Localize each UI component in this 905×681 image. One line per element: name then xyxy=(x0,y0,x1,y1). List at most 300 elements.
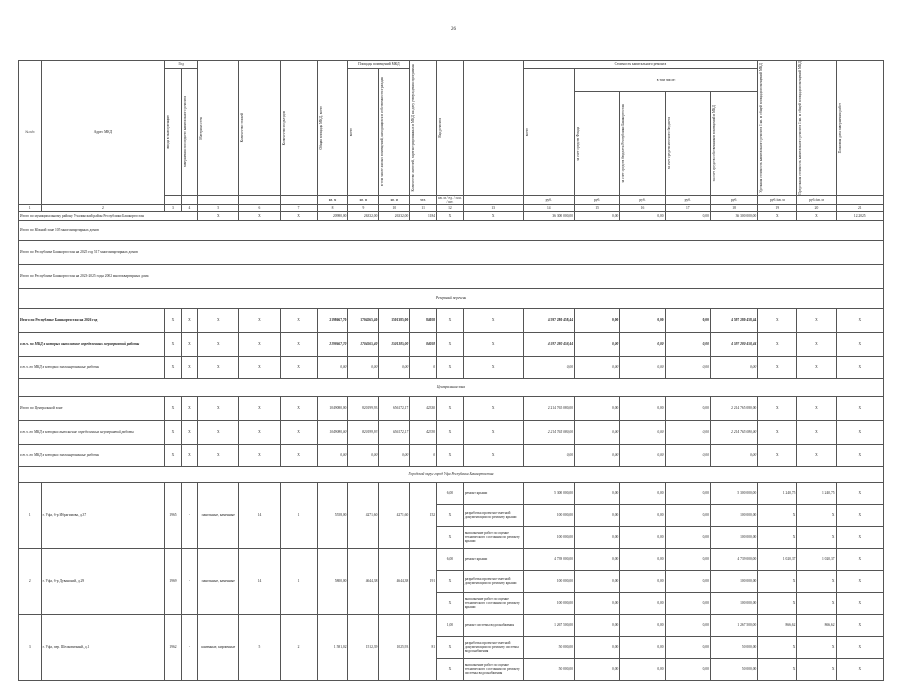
vertical-header-text: Вид ремонта xyxy=(438,118,443,138)
work-qty: Х xyxy=(437,658,464,680)
table-cell: руб. xyxy=(575,195,620,204)
summary-cell: Х xyxy=(165,444,181,466)
vertical-header-text: ввода в эксплуатацию xyxy=(166,115,171,149)
col-number-row xyxy=(19,204,884,211)
work-cost-rb: 0,00 xyxy=(620,526,665,548)
house-area-total: 1512,39 xyxy=(348,614,379,680)
house-year: 1965 xyxy=(165,482,181,548)
col-number: 15 xyxy=(575,204,620,211)
work-deadline: Х xyxy=(836,658,883,680)
col-number: 10 xyxy=(379,204,410,211)
table-cell xyxy=(181,195,197,204)
house-area-total: 4644,38 xyxy=(348,548,379,614)
table-cell: кв. м xyxy=(348,195,379,204)
summary-row xyxy=(19,444,884,466)
summary-cell: 0,00 xyxy=(620,308,665,332)
work-cost-owners: 50 000,00 xyxy=(710,658,757,680)
work-cost-fund: 0,00 xyxy=(575,614,620,636)
work-cost-local: 0,00 xyxy=(665,592,710,614)
summary-cell: 1501385,00 xyxy=(379,308,410,332)
col-number: 9 xyxy=(348,204,379,211)
house-material: панельные, каменные xyxy=(198,482,239,548)
work-cost-local: 0,00 xyxy=(665,570,710,592)
work-type: разработка проектно-сметной документации по ремонту системы водоснабжения xyxy=(463,636,523,658)
house-row xyxy=(19,614,884,636)
work-cost-fund: 0,00 xyxy=(575,504,620,526)
col-number: 6 xyxy=(239,204,280,211)
house-year: 1962 xyxy=(165,614,181,680)
vertical-header-text: Количество этажей xyxy=(240,113,245,143)
work-cost-fund: 0,00 xyxy=(575,592,620,614)
col-number: 18 xyxy=(710,204,757,211)
work-limit-cost: Х xyxy=(797,570,836,592)
col-number: 14 xyxy=(523,204,574,211)
summary-label: Итого по Центральной зоне xyxy=(19,396,165,420)
work-qty: 1,00 xyxy=(437,614,464,636)
col-number: 16 xyxy=(620,204,665,211)
summary-row xyxy=(19,211,884,220)
summary-cell: Х xyxy=(463,356,523,378)
work-cost-rb: 0,00 xyxy=(620,636,665,658)
summary-cell: 1049080,00 xyxy=(317,396,348,420)
summary-cell: 656172,17 xyxy=(379,420,410,444)
work-qty: Х xyxy=(437,636,464,658)
house-total-area: 5558,00 xyxy=(317,482,348,548)
summary-cell: Х xyxy=(239,308,280,332)
summary-cell: Х xyxy=(797,308,836,332)
work-cost-owners: 100 000,00 xyxy=(710,504,757,526)
summary-cell: 0,00 xyxy=(575,308,620,332)
page-number: 26 xyxy=(451,27,456,32)
summary-cell: Х xyxy=(797,420,836,444)
summary-cell: Х xyxy=(437,332,464,356)
work-qty: 6,00 xyxy=(437,482,464,504)
table-cell: руб. xyxy=(620,195,665,204)
house-residents: 191 xyxy=(410,548,437,614)
table-cell: Х xyxy=(758,211,797,220)
summary-cell: Х xyxy=(280,308,317,332)
table-cell: Х xyxy=(239,211,280,220)
summary-cell: 0,00 xyxy=(665,396,710,420)
summary-cell: Х xyxy=(437,444,464,466)
table-cell: 36 300 000,00 xyxy=(523,211,574,220)
text-row-cell: Итого по Республике Башкортостан на 2025 год 517 многоквартирных домов xyxy=(19,240,884,264)
summary-cell: 0,00 xyxy=(665,308,710,332)
summary-cell: 42330 xyxy=(410,396,437,420)
summary-cell: Х xyxy=(463,332,523,356)
header-floors xyxy=(239,61,280,196)
work-unit-cost: Х xyxy=(758,570,797,592)
work-cost-local: 0,00 xyxy=(665,504,710,526)
house-area-living: 1025,93 xyxy=(379,614,410,680)
table-cell: Х xyxy=(437,211,464,220)
table-cell: 26332,00 xyxy=(348,211,379,220)
table-cell: 26332,00 xyxy=(379,211,410,220)
summary-cell: Х xyxy=(198,308,239,332)
summary-cell: 4 597 280 458,44 xyxy=(523,308,574,332)
summary-cell: 820199,93 xyxy=(348,420,379,444)
summary-cell: 2 214 765 080,00 xyxy=(710,420,757,444)
summary-cell: Х xyxy=(463,396,523,420)
header-address: Адрес МКД xyxy=(41,61,165,205)
summary-cell: 0,00 xyxy=(620,356,665,378)
col-number: 2 xyxy=(41,204,165,211)
table-cell xyxy=(836,195,883,204)
summary-cell: Х xyxy=(836,420,883,444)
summary-cell: Х xyxy=(181,332,197,356)
summary-row xyxy=(19,396,884,420)
work-qty: Х xyxy=(437,592,464,614)
table-cell: 1184 xyxy=(410,211,437,220)
work-type: ремонт системы водоснабжения xyxy=(463,614,523,636)
summary-cell: Х xyxy=(181,308,197,332)
work-limit-cost: Х xyxy=(797,592,836,614)
summary-cell: Х xyxy=(198,444,239,466)
summary-cell: Х xyxy=(181,444,197,466)
summary-label: Итого по муниципальному району Учалинский район Республики Башкортостан xyxy=(19,211,198,220)
work-deadline: Х xyxy=(836,570,883,592)
work-cost-rb: 0,00 xyxy=(620,570,665,592)
summary-cell: 0 xyxy=(410,356,437,378)
work-unit-cost: Х xyxy=(758,636,797,658)
work-limit-cost: 1 240,75 xyxy=(797,482,836,504)
col-number: 8 xyxy=(317,204,348,211)
text-row-cell: Итого по Южной зоне 105 многоквартирных домов xyxy=(19,220,884,240)
vertical-header-text: завершения последнего капитального ремонта xyxy=(182,96,187,168)
table-cell xyxy=(280,195,317,204)
summary-cell: 0,00 xyxy=(575,444,620,466)
table-cell: 20980,00 xyxy=(317,211,348,220)
summary-cell: Х xyxy=(165,396,181,420)
summary-cell: 0,00 xyxy=(620,444,665,466)
house-entrances: 1 xyxy=(280,548,317,614)
work-limit-cost: 866,62 xyxy=(797,614,836,636)
summary-cell: Х xyxy=(437,396,464,420)
work-cost-rb: 0,00 xyxy=(620,592,665,614)
table-cell xyxy=(463,195,523,204)
text-row-cell: Городской округ город Уфа Республики Башкортостан xyxy=(19,466,884,482)
col-number: 17 xyxy=(665,204,710,211)
col-number: 21 xyxy=(836,204,883,211)
header-cost-total xyxy=(523,69,574,196)
summary-cell: Х xyxy=(797,356,836,378)
work-limit-cost: Х xyxy=(797,526,836,548)
work-cost-fund: 0,00 xyxy=(575,570,620,592)
col-number: 5 xyxy=(198,204,239,211)
header-area-total xyxy=(348,69,379,196)
work-unit-cost: 866,62 xyxy=(758,614,797,636)
text-row xyxy=(19,220,884,240)
summary-cell: Х xyxy=(836,308,883,332)
summary-cell: Х xyxy=(198,396,239,420)
summary-cell: 1704565,40 xyxy=(348,332,379,356)
table-cell: руб./кв. м xyxy=(758,195,797,204)
house-total-area: 1 581,02 xyxy=(317,614,348,680)
col-number: 4 xyxy=(181,204,197,211)
summary-cell: Х xyxy=(437,420,464,444)
work-cost-local: 0,00 xyxy=(665,636,710,658)
vertical-header-text: Удельная стоимость капитального ремонта 1 кв. м общей площади помещений МКД xyxy=(759,62,764,193)
work-unit-cost: 1 020,37 xyxy=(758,548,797,570)
summary-cell: Х xyxy=(758,332,797,356)
summary-cell: Х xyxy=(198,420,239,444)
summary-cell: 2 214 765 080,00 xyxy=(710,396,757,420)
summary-label: Итого по Республике Башкортостан на 2026 год xyxy=(19,308,165,332)
house-floors: 14 xyxy=(239,548,280,614)
header-num: № п/п xyxy=(19,61,42,205)
summary-cell: 0,00 xyxy=(523,356,574,378)
work-cost-local: 0,00 xyxy=(665,526,710,548)
work-cost-total: 100 000,00 xyxy=(523,570,574,592)
summary-cell: 4 597 280 458,44 xyxy=(710,308,757,332)
summary-cell: 84058 xyxy=(410,308,437,332)
work-deadline: Х xyxy=(836,614,883,636)
summary-cell: 0,00 xyxy=(348,356,379,378)
summary-cell: Х xyxy=(437,356,464,378)
work-cost-owners: 1 267 500,00 xyxy=(710,614,757,636)
text-row xyxy=(19,288,884,308)
vertical-header-text: Количество жителей, зарегистрированных в МКД на дату утверждения программы xyxy=(411,64,416,192)
work-type: разработка проектно-сметной документации по ремонту крыши xyxy=(463,570,523,592)
header-entrances xyxy=(280,61,317,196)
summary-cell: Х xyxy=(437,308,464,332)
header-area-group: Площадь помещений МКД xyxy=(348,61,410,69)
work-type: ремонт крыши xyxy=(463,482,523,504)
text-row xyxy=(19,378,884,396)
header-cost-local xyxy=(665,92,710,195)
summary-cell: Х xyxy=(239,444,280,466)
vertical-header-text: за счет средств собственников помещений в МКД xyxy=(711,105,716,182)
work-limit-cost: Х xyxy=(797,658,836,680)
house-last: - xyxy=(181,614,197,680)
summary-cell: Х xyxy=(239,420,280,444)
summary-cell: 0,00 xyxy=(575,420,620,444)
summary-cell: 84058 xyxy=(410,332,437,356)
vertical-header-text: всего xyxy=(524,127,529,136)
house-num: 1 xyxy=(19,482,42,548)
summary-cell: Х xyxy=(280,396,317,420)
header-area-living xyxy=(379,69,410,196)
summary-cell: Х xyxy=(181,420,197,444)
header-year: Год xyxy=(165,61,198,69)
vertical-header-text: Общая площадь МКД, всего xyxy=(318,106,323,150)
header-year-last xyxy=(181,69,197,196)
summary-cell: 0,00 xyxy=(620,420,665,444)
header-cost-rb xyxy=(620,92,665,195)
summary-cell: Х xyxy=(165,420,181,444)
house-material: каменные, кирпичные xyxy=(198,614,239,680)
col-number: 11 xyxy=(410,204,437,211)
work-qty: 6,00 xyxy=(437,548,464,570)
house-floors: 5 xyxy=(239,614,280,680)
summary-cell: Х xyxy=(797,444,836,466)
table-cell: 12.2025 xyxy=(836,211,883,220)
work-cost-total: 50 000,00 xyxy=(523,658,574,680)
work-type: выполнение работ по оценке технического состояния по ремонту крыши xyxy=(463,526,523,548)
vertical-header-text: Предельная стоимость капитального ремонта 1 кв. м общей площади помещений МКД xyxy=(798,61,803,195)
work-cost-rb: 0,00 xyxy=(620,548,665,570)
col-number: 7 xyxy=(280,204,317,211)
summary-cell: Х xyxy=(239,332,280,356)
table-cell: 0,00 xyxy=(665,211,710,220)
summary-cell: 0,00 xyxy=(710,444,757,466)
col-number: 3 xyxy=(165,204,181,211)
table-cell: кв. м xyxy=(379,195,410,204)
header-cost-group: Стоимость капитального ремонта xyxy=(523,61,758,69)
summary-row xyxy=(19,332,884,356)
summary-cell: 2198667,70 xyxy=(317,332,348,356)
col-number: 1 xyxy=(19,204,42,211)
vertical-header-text: за счет средств Фонда xyxy=(576,126,581,161)
vertical-header-text: Плановая дата завершения работ xyxy=(837,102,842,153)
work-limit-cost: Х xyxy=(797,636,836,658)
text-row xyxy=(19,264,884,288)
table-cell: кв. м / ед. / п.м. / шт. xyxy=(438,195,462,204)
summary-cell: 0,00 xyxy=(575,356,620,378)
house-floors: 14 xyxy=(239,482,280,548)
work-type: ремонт крыши xyxy=(463,548,523,570)
work-cost-total: 5 300 000,00 xyxy=(523,482,574,504)
house-address: г. Уфа, б-р Дуванский, д.29 xyxy=(41,548,165,614)
summary-cell: Х xyxy=(758,356,797,378)
summary-cell: 0,00 xyxy=(348,444,379,466)
summary-cell: 0,00 xyxy=(575,396,620,420)
text-row-cell: Итого по Республике Башкортостан на 2023-2025 годы 2002 многоквартирных дома xyxy=(19,264,884,288)
vertical-header-text: в том числе жилых помещений, находящихся в собственности граждан xyxy=(380,77,385,187)
summary-label: в т.ч. по МКД в которых запланированные работы xyxy=(19,444,165,466)
table-cell: чел. xyxy=(410,195,437,204)
summary-cell: Х xyxy=(280,356,317,378)
summary-cell: Х xyxy=(280,444,317,466)
header-total-area xyxy=(317,61,348,196)
summary-row xyxy=(19,308,884,332)
work-cost-rb: 0,00 xyxy=(620,504,665,526)
work-deadline: Х xyxy=(836,592,883,614)
summary-cell: 1704565,40 xyxy=(348,308,379,332)
work-unit-cost: 1 240,75 xyxy=(758,482,797,504)
header-cost-incl: в том числе: xyxy=(575,69,758,92)
summary-cell: 2 214 765 080,00 xyxy=(523,396,574,420)
work-cost-owners: 4 739 000,00 xyxy=(710,548,757,570)
work-deadline: Х xyxy=(836,504,883,526)
summary-cell: Х xyxy=(181,396,197,420)
table-cell xyxy=(239,195,280,204)
work-cost-fund: 0,00 xyxy=(575,548,620,570)
summary-cell: Х xyxy=(758,396,797,420)
work-cost-rb: 0,00 xyxy=(620,482,665,504)
table-cell: руб./кв. м xyxy=(797,195,836,204)
summary-cell: Х xyxy=(198,332,239,356)
header-unit-cost xyxy=(758,61,797,196)
table-cell: 36 300 000,00 xyxy=(710,211,757,220)
work-cost-local: 0,00 xyxy=(665,548,710,570)
table-cell: руб. xyxy=(665,195,710,204)
work-cost-total: 4 739 000,00 xyxy=(523,548,574,570)
summary-cell: 0,00 xyxy=(317,444,348,466)
summary-cell: 0 xyxy=(410,444,437,466)
vertical-header-text: всего xyxy=(349,127,354,136)
summary-cell: Х xyxy=(836,396,883,420)
vertical-header-text: Материал стен xyxy=(199,116,204,140)
work-cost-owners: 100 000,00 xyxy=(710,526,757,548)
col-number: 20 xyxy=(797,204,836,211)
house-material: панельные, каменные xyxy=(198,548,239,614)
work-cost-total: 100 000,00 xyxy=(523,526,574,548)
work-cost-total: 100 000,00 xyxy=(523,504,574,526)
summary-cell: 0,00 xyxy=(665,420,710,444)
summary-cell: Х xyxy=(280,332,317,356)
summary-cell: Х xyxy=(758,444,797,466)
summary-cell: 0,00 xyxy=(665,332,710,356)
summary-cell: 1049080,00 xyxy=(317,420,348,444)
summary-cell: 42330 xyxy=(410,420,437,444)
col-number: 12 xyxy=(437,204,464,211)
summary-cell: 0,00 xyxy=(379,356,410,378)
work-cost-fund: 0,00 xyxy=(575,526,620,548)
house-last: - xyxy=(181,482,197,548)
work-cost-total: 50 000,00 xyxy=(523,636,574,658)
work-cost-local: 0,00 xyxy=(665,658,710,680)
vertical-header-text: Количество подъездов xyxy=(281,110,286,145)
house-num: 2 xyxy=(19,548,42,614)
house-area-living: 4644,38 xyxy=(379,548,410,614)
work-cost-total: 1 267 500,00 xyxy=(523,614,574,636)
summary-cell: 0,00 xyxy=(317,356,348,378)
summary-label: в т.ч. по МКД в которых выполнение определенных мероприятий работы xyxy=(19,332,165,356)
work-cost-fund: 0,00 xyxy=(575,658,620,680)
house-residents: 81 xyxy=(410,614,437,680)
work-cost-fund: 0,00 xyxy=(575,636,620,658)
house-entrances: 2 xyxy=(280,614,317,680)
work-cost-rb: 0,00 xyxy=(620,658,665,680)
house-row xyxy=(19,548,884,570)
header-residents xyxy=(410,61,437,196)
text-row xyxy=(19,466,884,482)
work-type: выполнение работ по оценке технического состояния по ремонту системы водоснабжения xyxy=(463,658,523,680)
col-number: 13 xyxy=(463,204,523,211)
work-cost-owners: 5 300 000,00 xyxy=(710,482,757,504)
header-row xyxy=(19,61,884,69)
house-residents: 152 xyxy=(410,482,437,548)
summary-cell: Х xyxy=(758,308,797,332)
house-last: - xyxy=(181,548,197,614)
header-cost-fund xyxy=(575,92,620,195)
summary-cell: Х xyxy=(758,420,797,444)
work-cost-owners: 100 000,00 xyxy=(710,570,757,592)
summary-cell: Х xyxy=(463,420,523,444)
summary-cell: Х xyxy=(239,356,280,378)
summary-cell: 0,00 xyxy=(665,444,710,466)
table-cell xyxy=(198,195,239,204)
table-cell xyxy=(165,195,181,204)
summary-cell: Х xyxy=(836,444,883,466)
summary-cell: Х xyxy=(165,356,181,378)
summary-row xyxy=(19,356,884,378)
header-limit-cost xyxy=(797,61,836,196)
summary-cell: Х xyxy=(181,356,197,378)
summary-cell: Х xyxy=(165,332,181,356)
work-type: разработка проектно-сметной документации по ремонту крыши xyxy=(463,504,523,526)
work-unit-cost: Х xyxy=(758,504,797,526)
summary-cell: Х xyxy=(280,420,317,444)
table-cell: руб. xyxy=(710,195,757,204)
summary-cell: 656172,17 xyxy=(379,396,410,420)
header-year-build xyxy=(165,69,181,196)
summary-label: в т.ч. по МКД в которых запланированные работы xyxy=(19,356,165,378)
summary-cell: 820199,93 xyxy=(348,396,379,420)
work-limit-cost: Х xyxy=(797,504,836,526)
header-worktype-blank xyxy=(463,61,523,196)
